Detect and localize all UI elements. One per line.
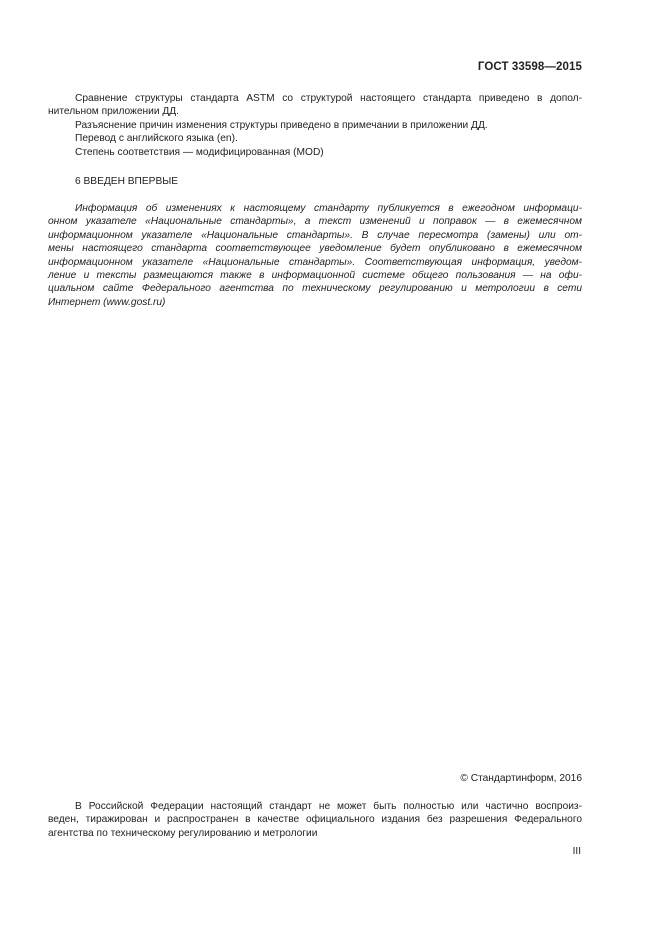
info-line: информационном указателе «Национальные стандарты». Соответствующая информация, уведом-	[48, 256, 582, 268]
structure-comparison-line-1: Сравнение структуры стандарта ASTM со структурой настоящего стандарта приведено в допол-	[75, 93, 582, 104]
info-line: циальном сайте Федерального агентства по техническому регулированию и метрологии в сети	[48, 283, 582, 295]
copyright-notice: © Стандартинформ, 2016	[460, 773, 582, 784]
info-line-last: Интернет (www.gost.ru)	[48, 296, 166, 308]
page-number: III	[572, 846, 581, 857]
info-line: ление и тексты размещаются также в информационной системе общего пользования — на офи-	[48, 270, 582, 282]
notice-line: В Российской Федерации настоящий стандарт не может быть полностью или частично воспроиз-	[75, 801, 582, 812]
intro-block	[48, 92, 582, 159]
info-line: Информация об изменениях к настоящему стандарту публикуется в ежегодном информаци-	[75, 203, 582, 214]
notice-line-last: агентства по техническому регулированию и метрологии	[48, 827, 318, 839]
structure-comparison-line-2: нительном приложении ДД.	[48, 106, 180, 118]
info-line: информационном указателе «Национальные стандарты». В случае пересмотра (замены) или от-	[48, 229, 582, 241]
info-line: онном указателе «Национальные стандарты», а текст изменений и поправок — в ежемесячном	[48, 216, 582, 228]
conformity-degree: Степень соответствия — модифицированная (MOD)	[75, 146, 324, 158]
section-6-introduced-first: 6 ВВЕДЕН ВПЕРВЫЕ	[75, 176, 179, 187]
reproduction-notice-block	[48, 800, 582, 840]
changes-information-block	[48, 202, 582, 309]
info-line: мены настоящего стандарта соответствующее уведомление будет опубликовано в ежемесячном	[48, 243, 582, 255]
translation-note: Перевод с английского языка (en).	[75, 133, 238, 145]
notice-line: веден, тиражирован и распространен в качестве официального издания без разрешения Федерального	[48, 814, 582, 826]
standard-code-header: ГОСТ 33598—2015	[477, 61, 582, 73]
structure-change-reasons: Разъяснение причин изменения структуры приведено в примечании в приложении ДД.	[75, 119, 488, 131]
